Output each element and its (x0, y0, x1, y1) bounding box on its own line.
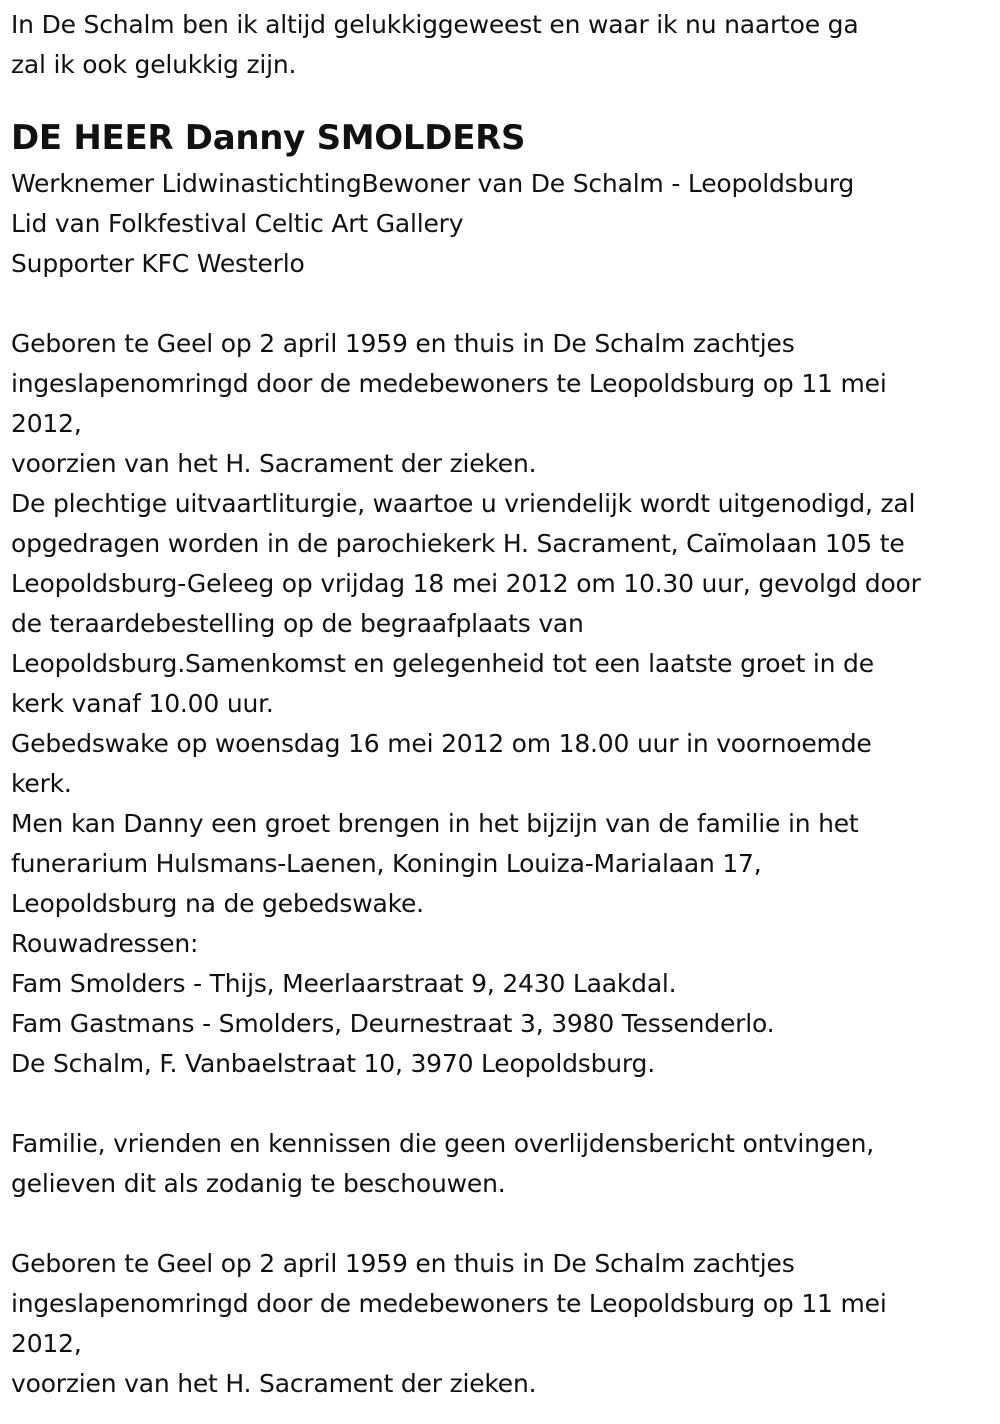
notice-block (11, 324, 995, 1084)
spacer (11, 1084, 995, 1124)
notice-line: Men kan Danny een groet brengen in het bijzijn van de familie in het (11, 809, 859, 838)
notice-line: Fam Gastmans - Smolders, Deurnestraat 3, 3980 Tessenderlo. (11, 1009, 775, 1038)
notice-line: Leopoldsburg-Geleeg op vrijdag 18 mei 2012 om 10.30 uur, gevolgd door (11, 569, 921, 598)
notice-line: kerk. (11, 769, 72, 798)
repeat-line: ingeslapenomringd door de medebewoners te Leopoldsburg op 11 mei (11, 1289, 887, 1318)
repeat-line: voorzien van het H. Sacrament der zieken. (11, 1369, 537, 1398)
role-line: Supporter KFC Westerlo (11, 249, 305, 278)
notice-line: funerarium Hulsmans-Laenen, Koningin Louiza-Marialaan 17, (11, 849, 762, 878)
closing-line: Familie, vrienden en kennissen die geen overlijdensbericht ontvingen, (11, 1129, 875, 1158)
notice-line: ingeslapenomringd door de medebewoners te Leopoldsburg op 11 mei (11, 369, 887, 398)
notice-line: De plechtige uitvaartliturgie, waartoe u vriendelijk wordt uitgenodigd, zal (11, 489, 916, 518)
role-line: Werknemer LidwinastichtingBewoner van De Schalm - Leopoldsburg (11, 169, 855, 198)
quote-line: zal ik ook gelukkig zijn. (11, 50, 297, 79)
spacer (11, 1204, 995, 1244)
obituary-document (11, 5, 995, 1404)
repeat-block (11, 1244, 995, 1404)
notice-line: opgedragen worden in de parochiekerk H. Sacrament, Caïmolaan 105 te (11, 529, 905, 558)
closing-block (11, 1124, 995, 1204)
quote-line: In De Schalm ben ik altijd gelukkiggeweest en waar ik nu naartoe ga (11, 10, 859, 39)
notice-line: De Schalm, F. Vanbaelstraat 10, 3970 Leopoldsburg. (11, 1049, 655, 1078)
notice-line: voorzien van het H. Sacrament der zieken. (11, 449, 537, 478)
spacer (11, 284, 995, 324)
notice-line: Fam Smolders - Thijs, Meerlaarstraat 9, 2430 Laakdal. (11, 969, 677, 998)
quote-block (11, 5, 995, 85)
notice-line: Geboren te Geel op 2 april 1959 en thuis in De Schalm zachtjes (11, 329, 795, 358)
repeat-line: Geboren te Geel op 2 april 1959 en thuis in De Schalm zachtjes (11, 1249, 795, 1278)
notice-line: Rouwadressen: (11, 929, 199, 958)
notice-line: Gebedswake op woensdag 16 mei 2012 om 18.00 uur in voornoemde (11, 729, 872, 758)
notice-line: kerk vanaf 10.00 uur. (11, 689, 274, 718)
notice-line: 2012, (11, 409, 82, 438)
deceased-name-heading: DE HEER Danny SMOLDERS (11, 118, 526, 158)
notice-line: Leopoldsburg na de gebedswake. (11, 889, 424, 918)
notice-line: de teraardebestelling op de begraafplaats van (11, 609, 584, 638)
closing-line: gelieven dit als zodanig te beschouwen. (11, 1169, 506, 1198)
notice-line: Leopoldsburg.Samenkomst en gelegenheid tot een laatste groet in de (11, 649, 874, 678)
roles-block (11, 164, 995, 284)
repeat-line: 2012, (11, 1329, 82, 1358)
role-line: Lid van Folkfestival Celtic Art Gallery (11, 209, 464, 238)
